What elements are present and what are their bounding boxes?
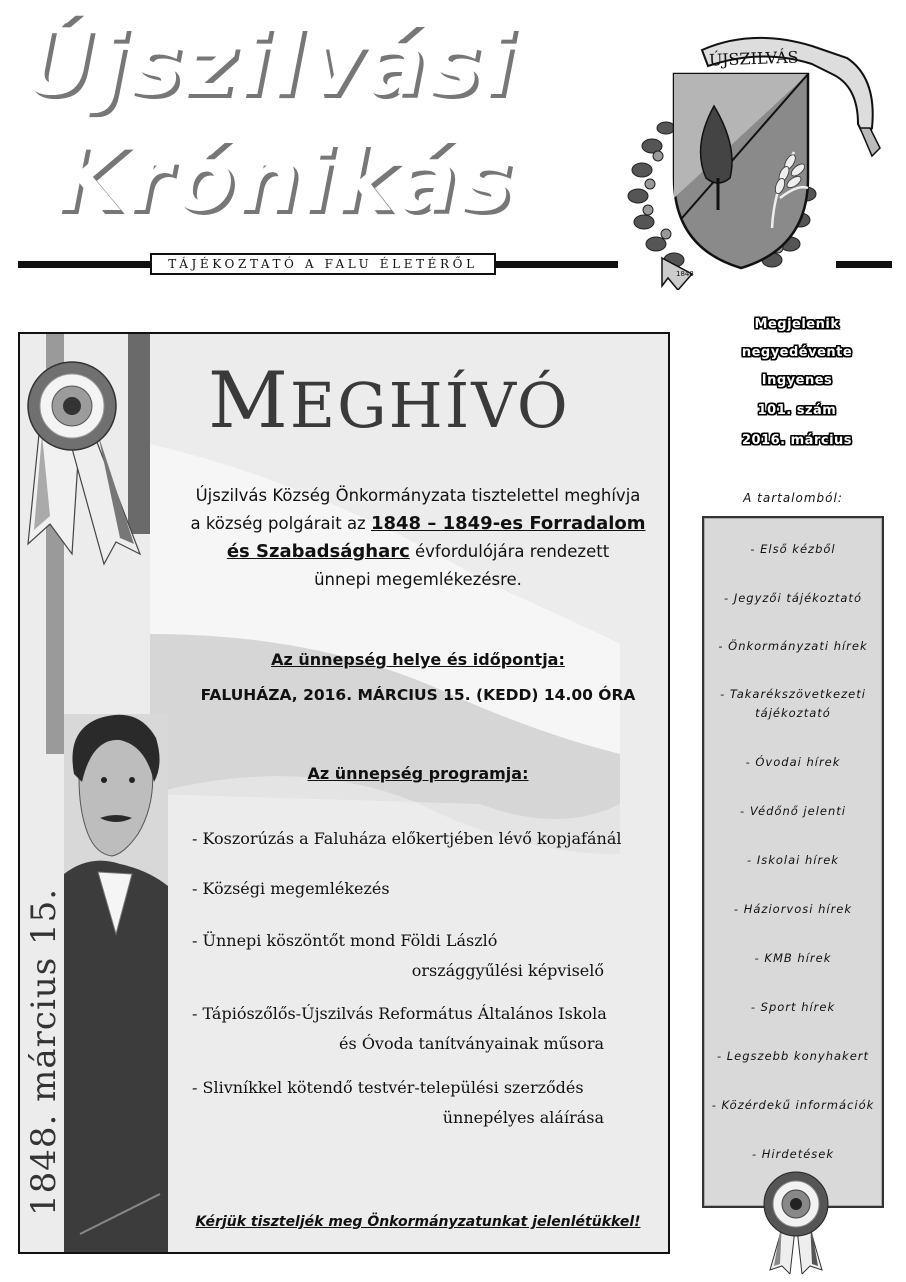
contents-item: - Önkormányzati hírek: [718, 639, 868, 653]
contents-item: - Védőnő jelenti: [740, 804, 846, 818]
info-price: Ingyenes: [761, 373, 833, 388]
venue-and-time: FALUHÁZA, 2016. MÁRCIUS 15. (KEDD) 14.00 ÓRA: [200, 686, 636, 704]
masthead-title-line2: Krónikás: [56, 128, 516, 231]
info-issue-number: 101. szám: [757, 403, 837, 418]
contents-item: - Jegyzői tájékoztató: [724, 591, 862, 605]
masthead-rule: [18, 261, 150, 268]
svg-text:1848: 1848: [676, 270, 694, 278]
program-item: - Koszorúzás a Faluháza előkertjében lévő kopjafánál: [192, 829, 622, 848]
contents-item: - Közérdekű információk: [711, 1098, 875, 1112]
contents-item: - Háziorvosi hírek: [733, 902, 853, 916]
invitation-intro: Újszilvás Község Önkormányzata tisztelettel meghívja a község polgárait az 1848 – 1849-es Forradalom és Szabadságharc évfordulójára rendezett ünnepi megemlékezésre.: [190, 486, 646, 589]
contents-item: - Iskolai hírek: [747, 853, 839, 867]
contents-item: - KMB hírek: [754, 951, 832, 965]
info-frequency-label: Megjelenik: [754, 317, 840, 332]
closing-note: Kérjük tiszteljék meg Önkormányzatunkat jelenlétükkel!: [195, 1214, 641, 1230]
contents-item: - Első kézből: [750, 542, 836, 556]
invitation-heading: MEGHÍVÓ: [208, 356, 570, 446]
masthead-title-line1: Újszilvási: [22, 12, 517, 115]
program-item: - Községi megemlékezés: [192, 879, 390, 898]
contents-label: A tartalomból:: [743, 491, 843, 505]
contents-item: - Sport hírek: [750, 1000, 836, 1014]
coat-of-arms-icon: [622, 28, 892, 290]
program-item: - Ünnepi köszöntőt mond Földi László országgyűlési képviselő: [192, 931, 604, 980]
event-name-highlight: és Szabadságharc: [226, 541, 410, 562]
contents-item: - Takarékszövetkezeti: [720, 687, 866, 701]
place-heading: Az ünnepség helye és időpontja:: [271, 650, 565, 669]
program-item: - Slivníkkel kötendő testvér-települési szerződés ünnepélyes aláírása: [192, 1078, 604, 1127]
coat-banner-text: ÚJSZILVÁS: [708, 47, 799, 70]
vertical-date: 1848. március 15.: [24, 887, 64, 1216]
contents-item: - Hirdetések: [751, 1147, 835, 1161]
program-heading: Az ünnepség programja:: [307, 764, 529, 783]
invitation-panel: [18, 332, 670, 1254]
contents-item: - Óvodai hírek: [745, 755, 841, 769]
event-name-highlight: 1848 – 1849-es Forradalom: [370, 513, 646, 534]
masthead-subtitle: TÁJÉKOZTATÓ A FALU ÉLETÉRŐL: [150, 253, 496, 275]
info-frequency-value: negyedévente: [741, 345, 853, 360]
contents-item-continuation: tájékoztató: [755, 706, 831, 720]
contents-item: - Legszebb konyhakert: [716, 1049, 870, 1063]
masthead-rule: [496, 261, 618, 268]
program-item: - Tápiószőlős-Újszilvás Református Általános Iskola és Óvoda tanítványainak műsora: [192, 1004, 607, 1053]
info-issue-date: 2016. március: [741, 433, 853, 448]
cockade-icon: [756, 1170, 836, 1274]
